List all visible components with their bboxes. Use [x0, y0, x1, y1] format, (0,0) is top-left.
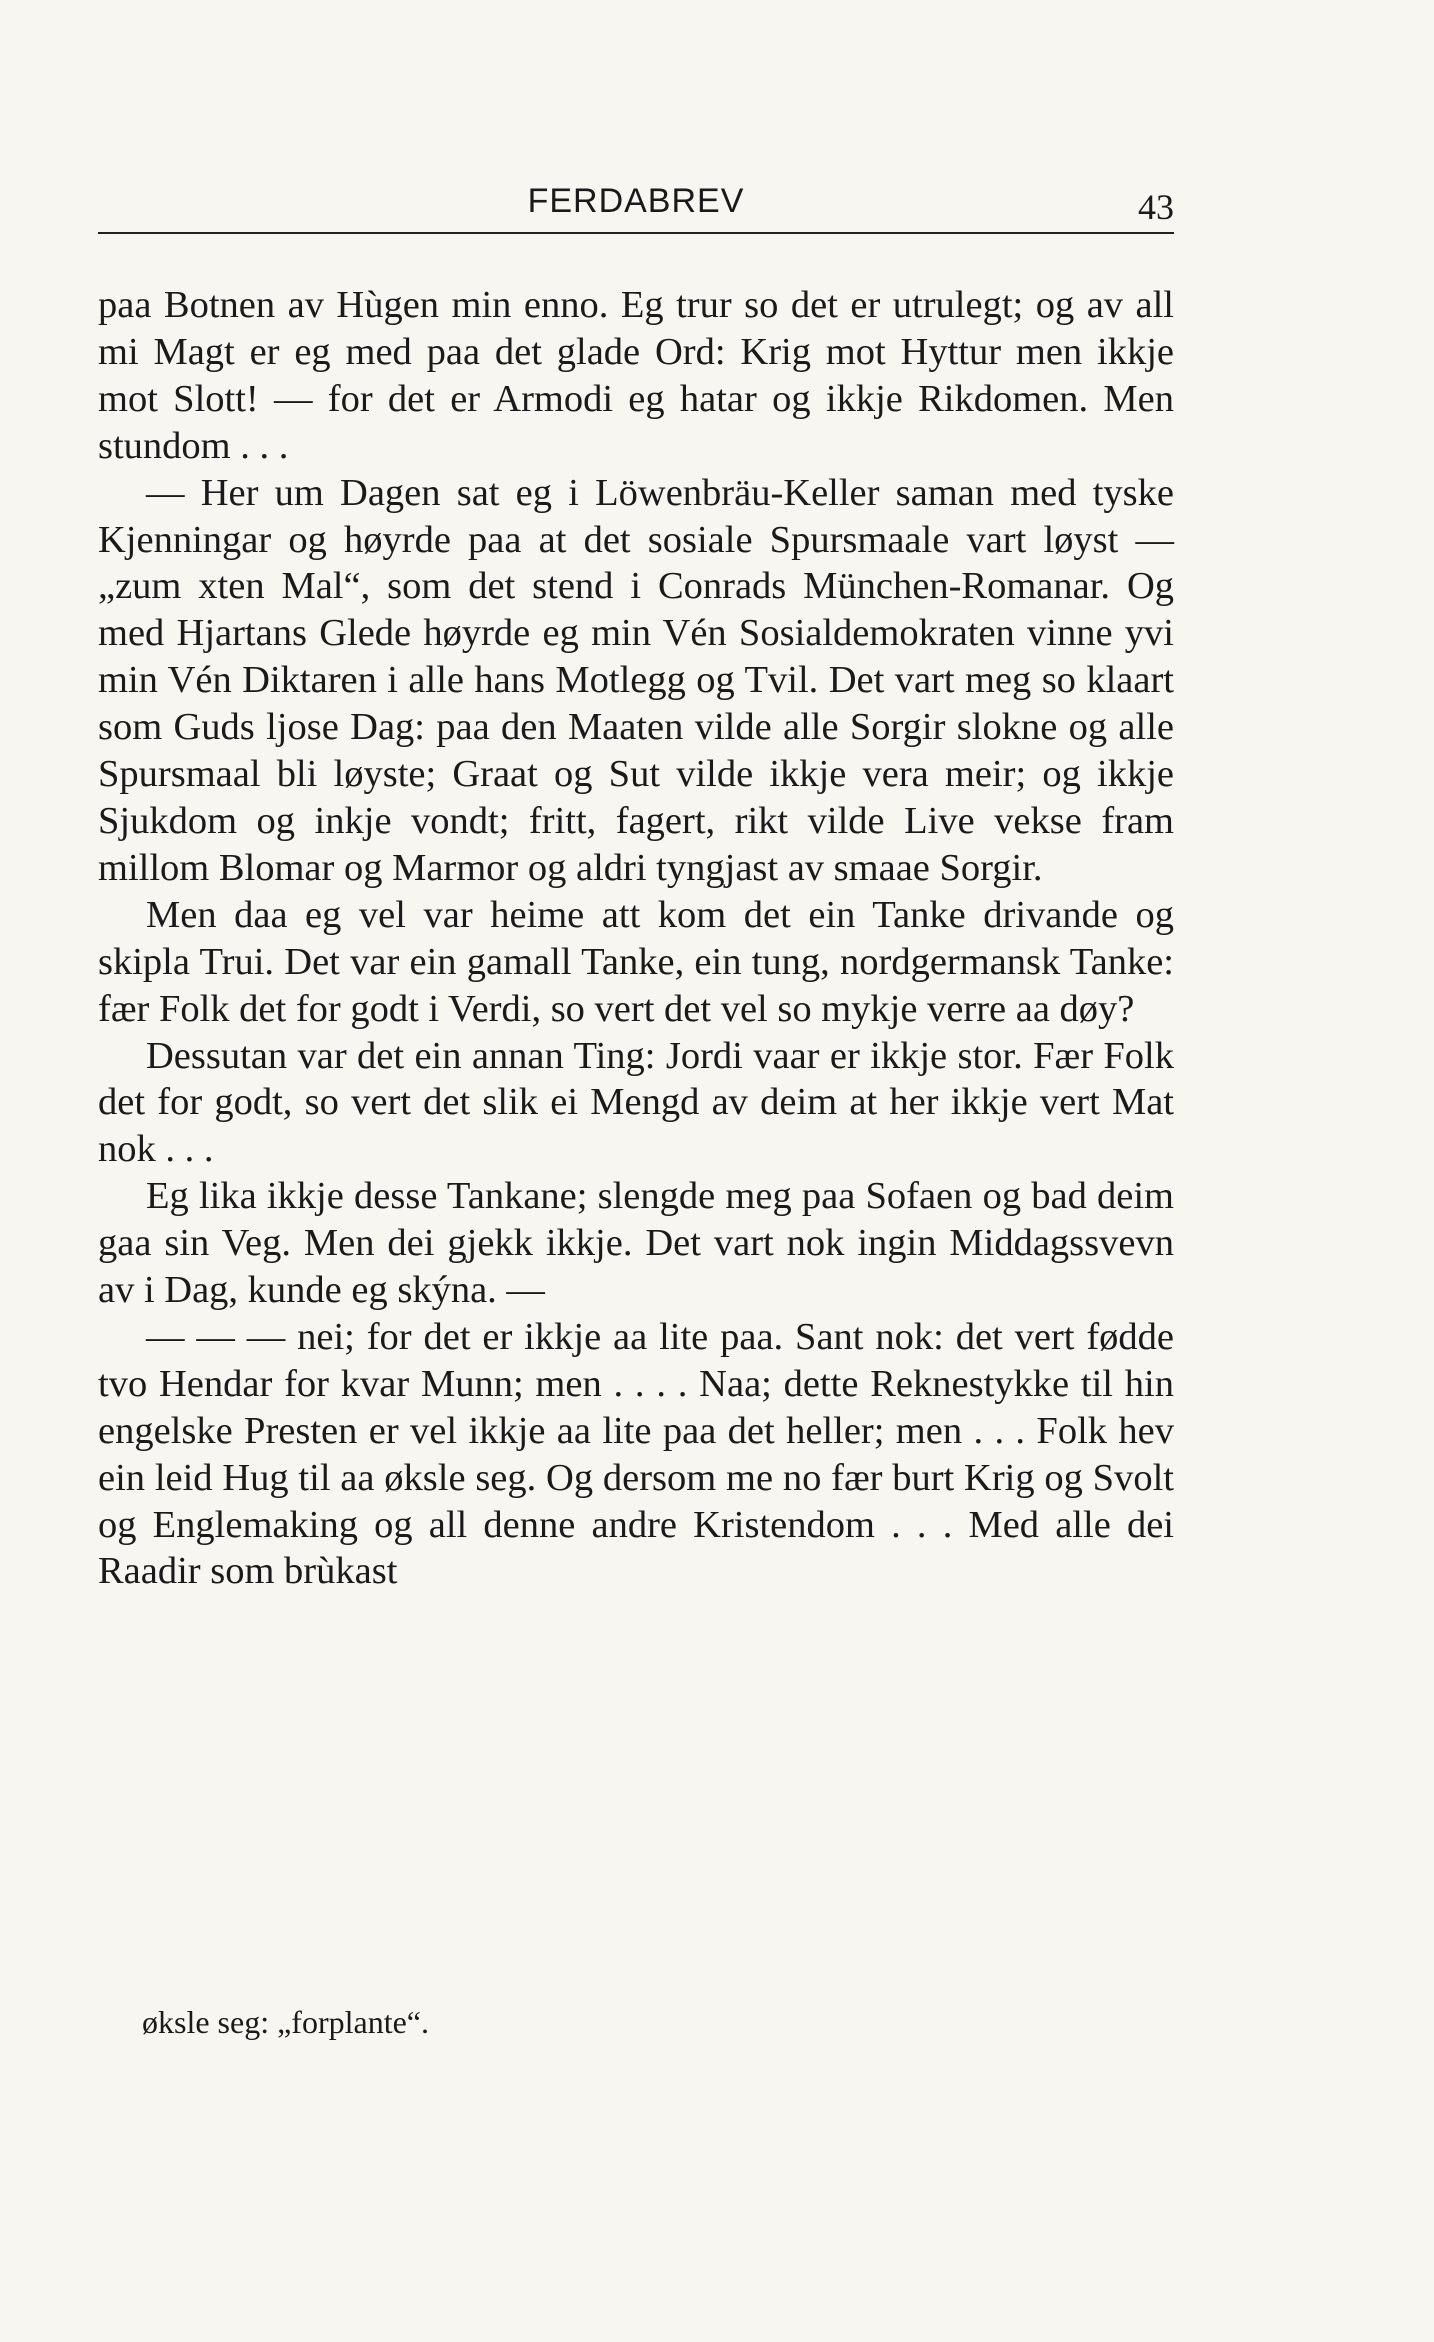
paragraph-6: — — — nei; for det er ikkje aa lite paa. Sant nok: det vert fødde tvo Hendar for kvar Munn; men . . . . Naa; dette Reknestykke til hin engelske Presten er vel ikkje aa lite paa det heller; men . . . Folk hev ein leid Hug til aa øksle seg. Og dersom me no fær burt Krig og Svolt og Englemaking og all denne andre Kristendom . . . Med alle dei Raadir som brùkast	[98, 1315, 1174, 1593]
paragraph-2: — Her um Dagen sat eg i Löwenbräu-Keller saman med tyske Kjenningar og høyrde paa at det sosiale Spursmaale vart løyst — „zum xten Mal“, som det stend i Conrads München-Romanar. Og med Hjartans Glede høyrde eg min Vén Sosialdemokraten vinne yvi min Vén Diktaren i alle hans Motlegg og Tvil. Det vart meg so klaart som Guds ljose Dag: paa den Maaten vilde alle Sorgir slokne og alle Spursmaal bli løyste; Graat og Sut vilde ikkje vera meir; og ikkje Sjukdom og inkje vondt; fritt, fagert, rikt vilde Live vekse fram millom Blomar og Marmor og aldri tyngjast av smaae Sorgir.	[98, 471, 1174, 889]
paragraph-3: Men daa eg vel var heime att kom det ein Tanke drivande og skipla Trui. Det var ein gamall Tanke, ein tung, nordgermansk Tanke: fær Folk det for godt i Verdi, so vert det vel so mykje verre aa døy?	[98, 893, 1174, 1030]
footnote: øksle seg: „forplante“.	[142, 2004, 429, 2040]
running-header	[98, 178, 1174, 228]
header-rule	[98, 232, 1174, 234]
paragraph-5: Eg lika ikkje desse Tankane; slengde meg paa Sofaen og bad deim gaa sin Veg. Men dei gjekk ikkje. Det vart nok ingin Middagssvevn av i Dag, kunde eg skýna. —	[98, 1175, 1174, 1312]
paragraph-4: Dessutan var det ein annan Ting: Jordi vaar er ikkje stor. Fær Folk det for godt, so vert det slik ei Mengd av deim at her ikkje vert Mat nok . . .	[98, 1034, 1174, 1171]
page-number: 43	[1138, 187, 1174, 227]
running-title: FERDABREV	[527, 182, 745, 220]
body-text	[98, 282, 1174, 1595]
paragraph-1: paa Botnen av Hùgen min enno. Eg trur so det er utrulegt; og av all mi Magt er eg med paa det glade Ord: Krig mot Hyttur men ikkje mot Slott! — for det er Armodi eg hatar og ikkje Rikdomen. Men stundom . . .	[98, 284, 1174, 467]
